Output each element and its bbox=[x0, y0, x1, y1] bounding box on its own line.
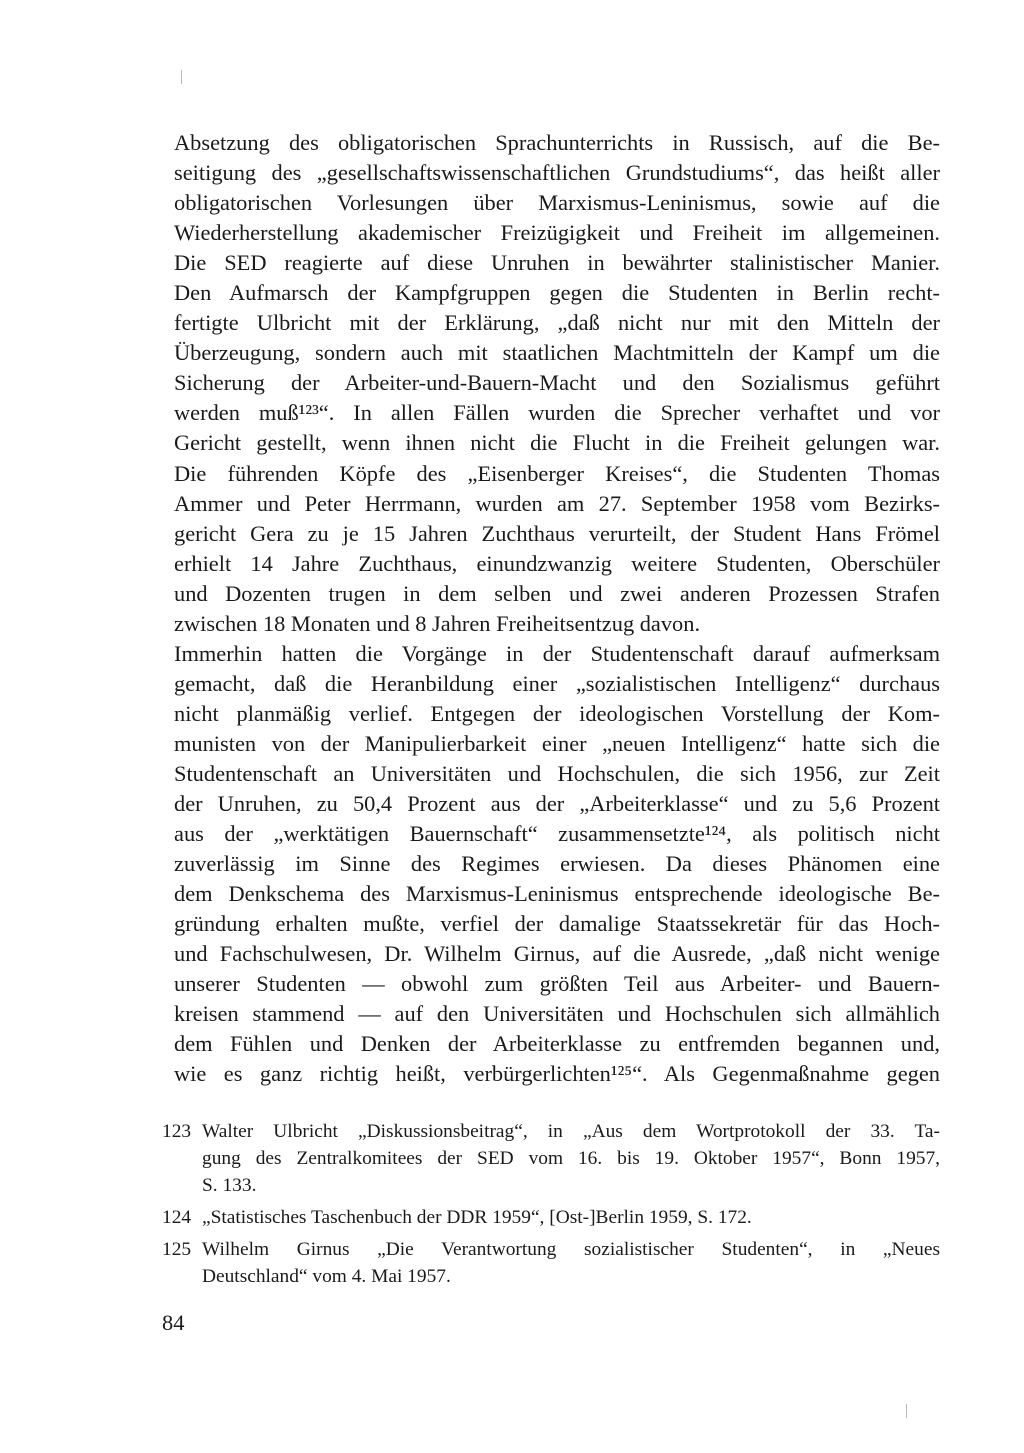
text-line: wie es ganz richtig heißt, verbürgerlichten¹²⁵“. Als Gegenmaßnahme gegen bbox=[174, 1061, 940, 1087]
text-line: und Fachschulwesen, Dr. Wilhelm Girnus, auf die Ausrede, „daß nicht wenige bbox=[174, 941, 940, 967]
footnote-number: 124 bbox=[162, 1207, 192, 1228]
footnote bbox=[162, 1204, 940, 1231]
text-line: werden muß¹²³“. In allen Fällen wurden die Sprecher verhaftet und vor bbox=[174, 400, 940, 426]
text-line: dem Denkschema des Marxismus-Leninismus entsprechende ideologische Be- bbox=[174, 881, 940, 907]
text-line: fertigte Ulbricht mit der Erklärung, „daß nicht nur mit den Mitteln der bbox=[174, 310, 940, 336]
footnote-line: gung des Zentralkomitees der SED vom 16. bis 19. Oktober 1957“, Bonn 1957, bbox=[202, 1148, 940, 1169]
text-line: seitigung des „gesellschaftswissenschaftlichen Grundstudiums“, das heißt aller bbox=[174, 160, 940, 186]
text-line: munisten von der Manipulierbarkeit einer „neuen Intelligenz“ hatte sich die bbox=[174, 730, 940, 756]
text-line: Ammer und Peter Herrmann, wurden am 27. September 1958 vom Bezirks- bbox=[174, 490, 940, 516]
footnote-line: Deutschland“ vom 4. Mai 1957. bbox=[202, 1266, 451, 1287]
text-line: Gericht gestellt, wenn ihnen nicht die Flucht in die Freiheit gelungen war. bbox=[174, 430, 940, 456]
text-line: Wiederherstellung akademischer Freizügigkeit und Freiheit im allgemeinen. bbox=[174, 220, 940, 246]
text-line: gründung erhalten mußte, verfiel der damalige Staatssekretär für das Hoch- bbox=[174, 911, 940, 937]
text-line: aus der „werktätigen Bauernschaft“ zusammensetzte¹²⁴, als politisch nicht bbox=[174, 821, 940, 847]
footnote-line: Wilhelm Girnus „Die Verantwortung sozialistischer Studenten“, in „Neues bbox=[202, 1239, 940, 1260]
text-line: unserer Studenten — obwohl zum größten Teil aus Arbeiter- und Bauern- bbox=[174, 971, 940, 997]
footnote bbox=[162, 1236, 940, 1290]
footnote-number: 123 bbox=[162, 1121, 192, 1142]
text-line: Überzeugung, sondern auch mit staatlichen Machtmitteln der Kampf um die bbox=[174, 340, 940, 366]
text-line: Die SED reagierte auf diese Unruhen in bewährter stalinistischer Manier. bbox=[174, 250, 940, 276]
footnote-line: „Statistisches Taschenbuch der DDR 1959“, [Ost-]Berlin 1959, S. 172. bbox=[202, 1207, 752, 1228]
text-line: Die führenden Köpfe des „Eisenberger Kreises“, die Studenten Thomas bbox=[174, 460, 940, 486]
text-line: Immerhin hatten die Vorgänge in der Studentenschaft darauf aufmerksam bbox=[174, 640, 940, 666]
footnote-line: Walter Ulbricht „Diskussionsbeitrag“, in „Aus dem Wortprotokoll der 33. Ta- bbox=[202, 1121, 940, 1142]
text-line: Absetzung des obligatorischen Sprachunterrichts in Russisch, auf die Be- bbox=[174, 130, 940, 155]
text-line: Studentenschaft an Universitäten und Hochschulen, die sich 1956, zur Zeit bbox=[174, 760, 940, 786]
footnote-line: S. 133. bbox=[202, 1175, 257, 1196]
footnote-number: 125 bbox=[162, 1239, 192, 1260]
footnotes bbox=[162, 1118, 940, 1295]
text-line: gemacht, daß die Heranbildung einer „sozialistischen Intelligenz“ durchaus bbox=[174, 670, 940, 696]
scan-mark bbox=[181, 70, 182, 84]
text-line: der Unruhen, zu 50,4 Prozent aus der „Arbeiterklasse“ und zu 5,6 Prozent bbox=[174, 791, 940, 817]
text-line: gericht Gera zu je 15 Jahren Zuchthaus verurteilt, der Student Hans Frömel bbox=[174, 520, 940, 546]
text-line: kreisen stammend — auf den Universitäten und Hochschulen sich allmählich bbox=[174, 1001, 940, 1027]
text-line: obligatorischen Vorlesungen über Marxismus-Leninismus, sowie auf die bbox=[174, 190, 940, 216]
text-line: und Dozenten trugen in dem selben und zwei anderen Prozessen Strafen bbox=[174, 580, 940, 606]
text-line: zwischen 18 Monaten und 8 Jahren Freiheitsentzug davon. bbox=[174, 610, 701, 636]
text-line: erhielt 14 Jahre Zuchthaus, einundzwanzig weitere Studenten, Oberschüler bbox=[174, 550, 940, 576]
text-line: Sicherung der Arbeiter-und-Bauern-Macht und den Sozialismus geführt bbox=[174, 370, 940, 396]
text-line: Den Aufmarsch der Kampfgruppen gegen die Studenten in Berlin recht- bbox=[174, 280, 940, 306]
main-text bbox=[174, 128, 940, 1090]
text-line: dem Fühlen und Denken der Arbeiterklasse zu entfremden begannen und, bbox=[174, 1031, 940, 1057]
footnote bbox=[162, 1118, 940, 1199]
scan-mark bbox=[906, 1404, 907, 1418]
page-number: 84 bbox=[162, 1310, 185, 1335]
text-line: nicht planmäßig verlief. Entgegen der ideologischen Vorstellung der Kom- bbox=[174, 700, 940, 726]
text-line: zuverlässig im Sinne des Regimes erwiesen. Da dieses Phänomen eine bbox=[174, 851, 940, 877]
